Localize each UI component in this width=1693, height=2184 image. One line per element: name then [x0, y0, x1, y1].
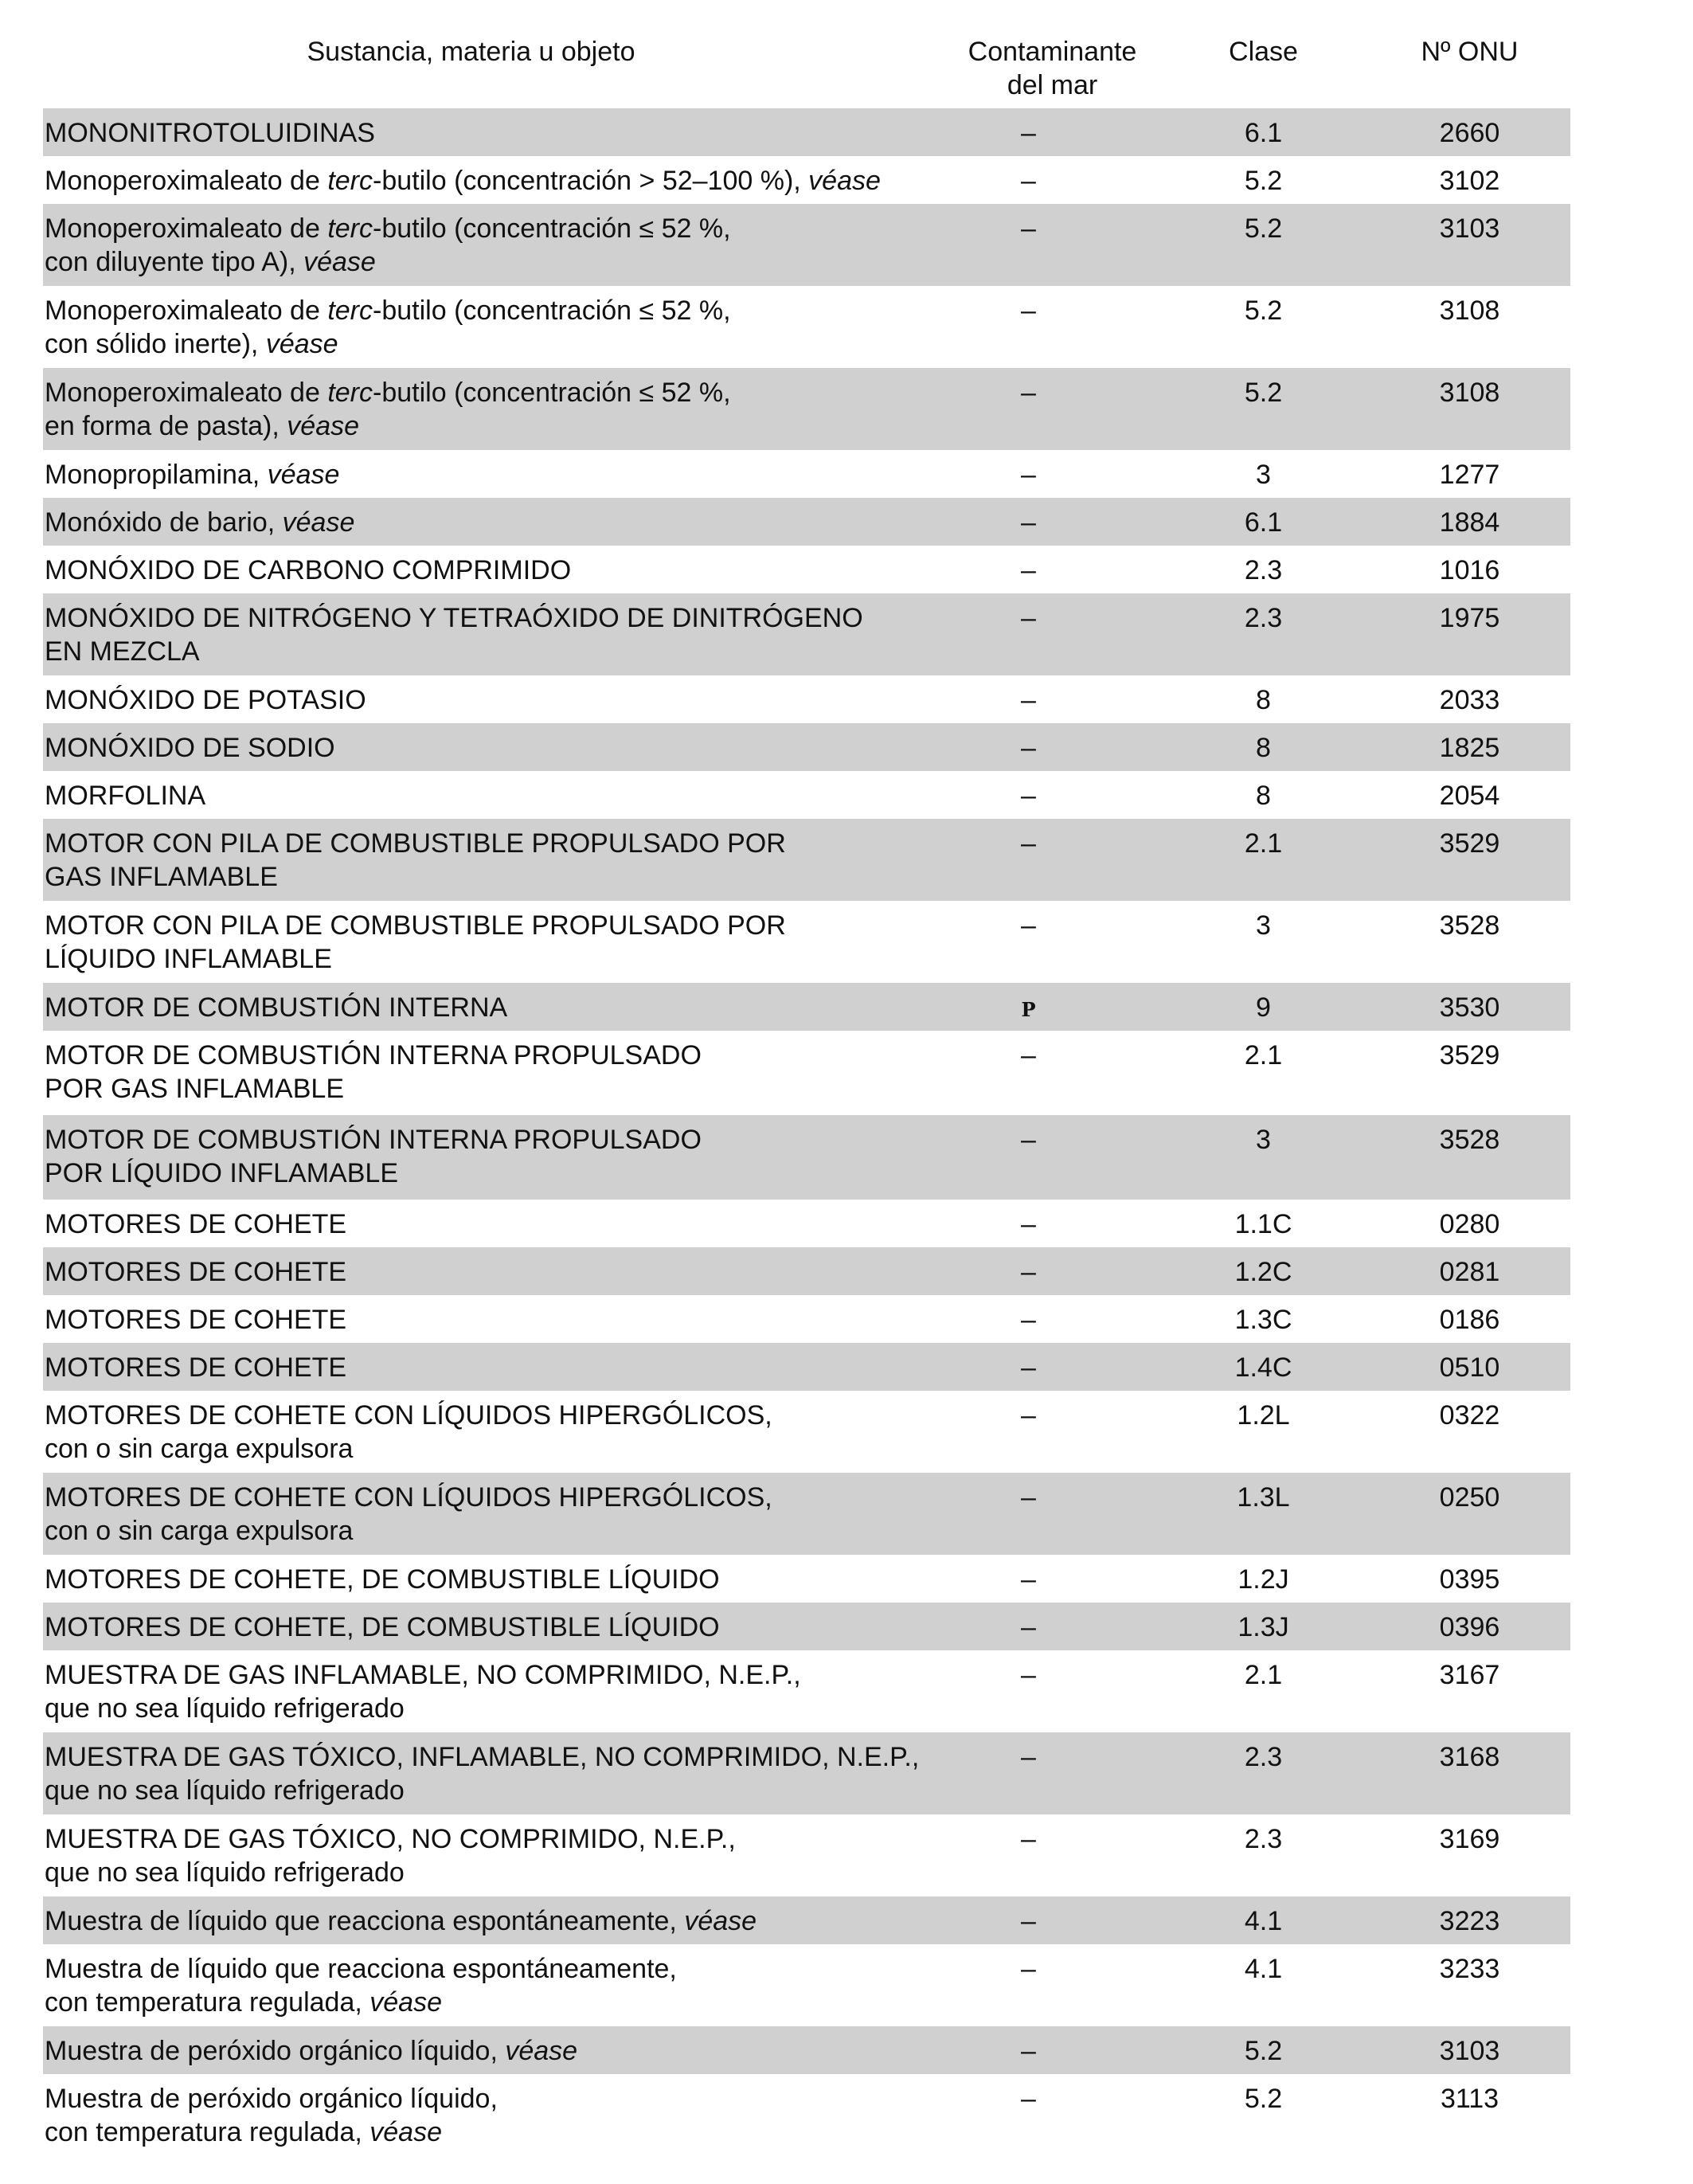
marine-pollutant-cell: –	[947, 593, 1158, 675]
marine-pollutant-cell: –	[1021, 1400, 1036, 1431]
dangerous-goods-index-table	[43, 25, 1570, 2156]
marine-pollutant-cell: –	[1021, 910, 1036, 941]
class-cell: 6.1	[1158, 108, 1369, 156]
substance-name: MOTORES DE COHETE CON LÍQUIDOS HIPERGÓLICOS, con o sin carga expulsora	[43, 1473, 947, 1555]
substance-name: Monoperoximaleato de terc-butilo (concentración ≤ 52 %, en forma de pasta), véase	[43, 368, 947, 450]
un-number-cell: 3530	[1369, 983, 1570, 1031]
marine-pollutant-cell: –	[947, 1115, 1158, 1200]
class-cell: 8	[1158, 723, 1369, 771]
substance-name: MUESTRA DE GAS INFLAMABLE, NO COMPRIMIDO, N.E.P., que no sea líquido refrigerado	[45, 1660, 801, 1724]
marine-pollutant-cell: –	[1021, 555, 1036, 585]
un-number-cell: 2054	[1439, 781, 1500, 811]
class-cell: 8	[1256, 781, 1271, 811]
substance-name: MOTORES DE COHETE	[43, 1343, 947, 1391]
marine-pollutant-cell: –	[1021, 460, 1036, 490]
header-class: Clase	[1229, 37, 1298, 67]
marine-pollutant-cell: –	[1021, 2084, 1036, 2114]
un-number-cell: 0186	[1439, 1305, 1500, 1335]
table-row	[43, 108, 1570, 156]
header-marine-pollutant	[947, 25, 1158, 108]
class-cell: 3	[1256, 910, 1271, 941]
un-number-cell: 3103	[1369, 204, 1570, 286]
marine-pollutant-cell: –	[947, 723, 1158, 771]
un-number-cell: 3233	[1439, 1954, 1500, 1984]
table-row	[43, 983, 1570, 1031]
substance-name: MOTOR CON PILA DE COMBUSTIBLE PROPULSADO POR GAS INFLAMABLE	[43, 819, 947, 901]
un-number-cell: 1825	[1369, 723, 1570, 771]
marine-pollutant-cell: –	[947, 1343, 1158, 1391]
substance-name: Muestra de líquido que reacciona espontáneamente, véase	[43, 1896, 947, 1944]
class-cell: 5.2	[1244, 166, 1283, 196]
substance-name: Muestra de líquido que reacciona espontáneamente, con temperatura regulada, véase	[45, 1954, 677, 2018]
table-row	[43, 1944, 1570, 2026]
header-row	[43, 25, 1570, 108]
class-cell: 1.3J	[1158, 1603, 1369, 1650]
un-number-cell: 3529	[1439, 1040, 1500, 1070]
table-row	[43, 819, 1570, 901]
marine-pollutant-cell: –	[947, 1473, 1158, 1555]
substance-name: Muestra de peróxido orgánico líquido, con temperatura regulada, véase	[45, 2084, 498, 2147]
table-row	[43, 723, 1570, 771]
marine-pollutant-cell: –	[1021, 296, 1036, 326]
class-cell: 2.1	[1158, 819, 1369, 901]
un-number-cell: 0281	[1369, 1247, 1570, 1295]
table-row	[43, 1732, 1570, 1814]
marine-pollutant-cell: –	[1021, 1660, 1036, 1690]
table-row	[43, 286, 1570, 368]
marine-pollutant-cell: –	[1021, 1305, 1036, 1335]
substance-name: Monopropilamina, véase	[45, 460, 340, 490]
class-cell: 3	[1158, 1115, 1369, 1200]
un-number-cell: 3529	[1369, 819, 1570, 901]
class-cell: 5.2	[1158, 2026, 1369, 2074]
class-cell: 6.1	[1158, 498, 1369, 546]
marine-pollutant-cell: –	[1021, 1040, 1036, 1070]
class-cell: 2.3	[1158, 593, 1369, 675]
marine-pollutant-cell: –	[1021, 685, 1036, 715]
header-un-number: Nº ONU	[1421, 37, 1519, 67]
substance-name: MOTORES DE COHETE CON LÍQUIDOS HIPERGÓLICOS, con o sin carga expulsora	[45, 1400, 772, 1464]
un-number-cell: 3167	[1439, 1660, 1500, 1690]
marine-pollutant-mark: P	[1021, 998, 1036, 1021]
class-cell: 1.2J	[1237, 1564, 1289, 1595]
marine-pollutant-cell: –	[947, 819, 1158, 901]
class-cell: 2.1	[1244, 1660, 1283, 1690]
marine-pollutant-cell: –	[947, 368, 1158, 450]
un-number-cell: 1277	[1439, 460, 1500, 490]
class-cell: 1.2C	[1158, 1247, 1369, 1295]
table-row	[43, 204, 1570, 286]
marine-pollutant-cell: –	[947, 498, 1158, 546]
class-cell: 5.2	[1244, 296, 1283, 326]
substance-name: MOTORES DE COHETE, DE COMBUSTIBLE LÍQUIDO	[45, 1564, 720, 1595]
un-number-cell: 3108	[1369, 368, 1570, 450]
header-marine-pollutant-label: Contaminante del mar	[968, 37, 1137, 100]
table-row	[43, 901, 1570, 983]
header-substance: Sustancia, materia u objeto	[307, 37, 635, 67]
substance-name: MOTOR DE COMBUSTIÓN INTERNA	[43, 983, 947, 1031]
un-number-cell: 3223	[1369, 1896, 1570, 1944]
substance-name: MOTORES DE COHETE	[45, 1305, 347, 1335]
un-number-cell: 0280	[1439, 1209, 1500, 1239]
substance-name: MOTORES DE COHETE	[43, 1247, 947, 1295]
table-row	[43, 1473, 1570, 1555]
un-number-cell: 1884	[1369, 498, 1570, 546]
un-number-cell: 3168	[1369, 1732, 1570, 1814]
table-header	[43, 25, 1570, 108]
class-cell: 4.1	[1244, 1954, 1283, 1984]
table-row	[43, 546, 1570, 593]
substance-name: MOTORES DE COHETE, DE COMBUSTIBLE LÍQUIDO	[43, 1603, 947, 1650]
table-row	[43, 498, 1570, 546]
substance-name: MOTOR DE COMBUSTIÓN INTERNA PROPULSADO POR LÍQUIDO INFLAMABLE	[43, 1115, 947, 1200]
table-row	[43, 156, 1570, 204]
class-cell: 4.1	[1158, 1896, 1369, 1944]
table-row	[43, 2026, 1570, 2074]
table-row	[43, 1031, 1570, 1115]
substance-name: MONÓXIDO DE POTASIO	[45, 685, 366, 715]
table-row	[43, 1603, 1570, 1650]
marine-pollutant-cell: –	[1021, 781, 1036, 811]
un-number-cell: 2660	[1369, 108, 1570, 156]
substance-name: MUESTRA DE GAS TÓXICO, NO COMPRIMIDO, N.E.P., que no sea líquido refrigerado	[45, 1824, 736, 1888]
class-cell: 2.3	[1244, 555, 1283, 585]
table-row	[43, 2074, 1570, 2156]
marine-pollutant-cell: –	[947, 2026, 1158, 2074]
substance-name: MORFOLINA	[45, 781, 206, 811]
un-number-cell: 3169	[1439, 1824, 1500, 1854]
table-row	[43, 1200, 1570, 1247]
un-number-cell: 2033	[1439, 685, 1500, 715]
table-row	[43, 771, 1570, 819]
class-cell: 1.3L	[1158, 1473, 1369, 1555]
marine-pollutant-cell: –	[1021, 1824, 1036, 1854]
substance-name: Monoperoximaleato de terc-butilo (concentración > 52–100 %), véase	[45, 166, 881, 196]
marine-pollutant-cell: –	[947, 108, 1158, 156]
table-row	[43, 368, 1570, 450]
un-number-cell: 1016	[1439, 555, 1500, 585]
un-number-cell: 3102	[1439, 166, 1500, 196]
substance-name: Monoperoximaleato de terc-butilo (concentración ≤ 52 %, con sólido inerte), véase	[45, 296, 731, 359]
class-cell: 5.2	[1158, 368, 1369, 450]
class-cell: 1.4C	[1158, 1343, 1369, 1391]
substance-name: MONÓXIDO DE CARBONO COMPRIMIDO	[45, 555, 572, 585]
class-cell: 2.3	[1158, 1732, 1369, 1814]
substance-table	[43, 25, 1570, 2156]
table-row	[43, 450, 1570, 498]
substance-name: Monoperoximaleato de terc-butilo (concentración ≤ 52 %, con diluyente tipo A), véase	[43, 204, 947, 286]
class-cell: 9	[1158, 983, 1369, 1031]
un-number-cell: 0396	[1369, 1603, 1570, 1650]
un-number-cell: 3108	[1439, 296, 1500, 326]
class-cell: 1.3C	[1234, 1305, 1292, 1335]
class-cell: 5.2	[1158, 204, 1369, 286]
substance-name: MOTOR CON PILA DE COMBUSTIBLE PROPULSADO POR LÍQUIDO INFLAMABLE	[45, 910, 786, 974]
class-cell: 1.1C	[1234, 1209, 1292, 1239]
un-number-cell: 3528	[1439, 910, 1500, 941]
table-row	[43, 1814, 1570, 1896]
substance-name: MONÓXIDO DE NITRÓGENO Y TETRAÓXIDO DE DINITRÓGENO EN MEZCLA	[43, 593, 947, 675]
table-body	[43, 108, 1570, 2156]
substance-name: MONONITROTOLUIDINAS	[43, 108, 947, 156]
substance-name: MOTORES DE COHETE	[45, 1209, 347, 1239]
substance-name: Muestra de peróxido orgánico líquido, véase	[43, 2026, 947, 2074]
marine-pollutant-cell: –	[947, 1732, 1158, 1814]
un-number-cell: 3103	[1369, 2026, 1570, 2074]
class-cell: 5.2	[1244, 2084, 1283, 2114]
marine-pollutant-cell	[947, 983, 1158, 1031]
class-cell: 2.3	[1244, 1824, 1283, 1854]
marine-pollutant-cell: –	[1021, 166, 1036, 196]
substance-name: MONÓXIDO DE SODIO	[43, 723, 947, 771]
table-row	[43, 1391, 1570, 1473]
class-cell: 1.2L	[1237, 1400, 1290, 1431]
marine-pollutant-cell: –	[947, 1603, 1158, 1650]
table-row	[43, 1555, 1570, 1603]
table-row	[43, 1343, 1570, 1391]
table-row	[43, 1896, 1570, 1944]
un-number-cell: 3528	[1369, 1115, 1570, 1200]
substance-name: MOTOR DE COMBUSTIÓN INTERNA PROPULSADO POR GAS INFLAMABLE	[45, 1040, 702, 1104]
marine-pollutant-cell: –	[1021, 1209, 1036, 1239]
table-row	[43, 1295, 1570, 1343]
marine-pollutant-cell: –	[947, 204, 1158, 286]
table-row	[43, 1650, 1570, 1732]
marine-pollutant-cell: –	[1021, 1954, 1036, 1984]
class-cell: 3	[1256, 460, 1271, 490]
un-number-cell: 0322	[1439, 1400, 1500, 1431]
marine-pollutant-cell: –	[947, 1896, 1158, 1944]
substance-name: MUESTRA DE GAS TÓXICO, INFLAMABLE, NO COMPRIMIDO, N.E.P., que no sea líquido refrigerado	[43, 1732, 947, 1814]
class-cell: 8	[1256, 685, 1271, 715]
marine-pollutant-cell: –	[947, 1247, 1158, 1295]
table-row	[43, 1247, 1570, 1295]
table-row	[43, 1115, 1570, 1200]
table-row	[43, 593, 1570, 675]
table-row	[43, 675, 1570, 723]
class-cell: 2.1	[1244, 1040, 1283, 1070]
un-number-cell: 0250	[1369, 1473, 1570, 1555]
un-number-cell: 3113	[1440, 2084, 1499, 2114]
un-number-cell: 1975	[1369, 593, 1570, 675]
substance-name: Monóxido de bario, véase	[43, 498, 947, 546]
marine-pollutant-cell: –	[1021, 1564, 1036, 1595]
un-number-cell: 0510	[1369, 1343, 1570, 1391]
un-number-cell: 0395	[1439, 1564, 1500, 1595]
